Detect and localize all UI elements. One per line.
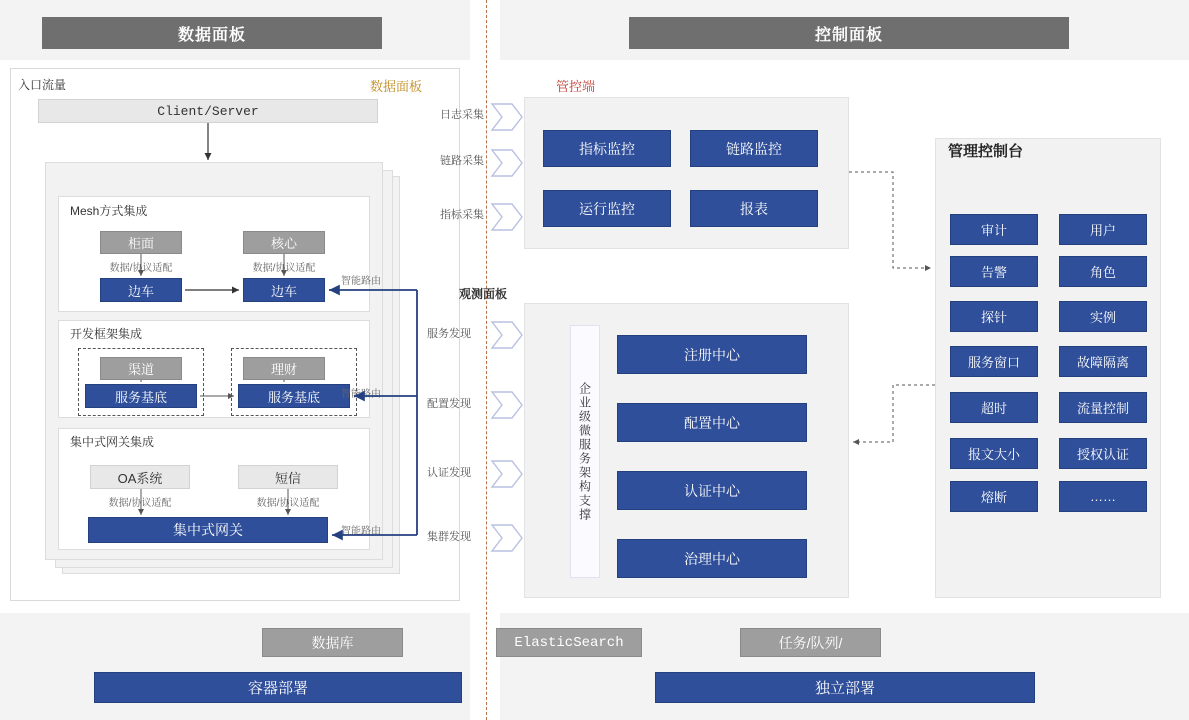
console-item-circuit-breaker[interactable]: 熔断 (950, 481, 1038, 512)
bottom-standalone-deploy-box: 独立部署 (655, 672, 1035, 703)
management-console-title: 管理控制台 (948, 143, 1024, 160)
console-item-authorization[interactable]: 授权认证 (1059, 438, 1147, 469)
discovery-label-config: 配置发现 (427, 398, 471, 410)
bottom-elasticsearch-box: ElasticSearch (496, 628, 642, 657)
mesh-smart-route-label: 智能路由 (341, 276, 381, 287)
manage-side-label: 管控端 (556, 79, 596, 94)
mesh-section-title: Mesh方式集成 (70, 204, 148, 218)
data-panel-header-title: 数据面板 (42, 17, 382, 49)
console-item-instance[interactable]: 实例 (1059, 301, 1147, 332)
framework-smart-route-label: 智能路由 (341, 389, 381, 400)
console-item-timeout[interactable]: 超时 (950, 392, 1038, 423)
mesh-right-adapter-label: 数据/协议适配 (252, 263, 316, 274)
data-panel-corner-label: 数据面板 (370, 79, 423, 94)
bottom-task-queue-box: 任务/队列/ (740, 628, 881, 657)
control-panel-header-title: 控制面板 (629, 17, 1069, 49)
collect-label-log: 日志采集 (440, 109, 484, 121)
mesh-left-sidecar-box: 边车 (100, 278, 182, 302)
bottom-database-box: 数据库 (262, 628, 403, 657)
discovery-label-auth: 认证发现 (427, 467, 471, 479)
gateway-section-title: 集中式网关集成 (70, 435, 155, 449)
gateway-right-adapter-label: 数据/协议适配 (256, 498, 320, 509)
monitor-box-runtime: 运行监控 (543, 190, 671, 227)
collect-label-trace: 链路采集 (440, 155, 484, 167)
console-item-flow-control[interactable]: 流量控制 (1059, 392, 1147, 423)
gateway-left-system-box: OA系统 (90, 465, 190, 489)
framework-left-top-box: 渠道 (100, 357, 182, 380)
center-box-governance: 治理中心 (617, 539, 807, 578)
mesh-right-top-box: 核心 (243, 231, 325, 254)
discovery-label-cluster: 集群发现 (427, 531, 471, 543)
gateway-centralized-box: 集中式网关 (88, 517, 328, 543)
ingress-traffic-label: 入口流量 (18, 78, 67, 92)
framework-right-top-box: 理财 (243, 357, 325, 380)
console-item-probe[interactable]: 探针 (950, 301, 1038, 332)
gateway-left-adapter-label: 数据/协议适配 (108, 498, 172, 509)
collect-label-metric: 指标采集 (440, 209, 484, 221)
console-item-service-window[interactable]: 服务窗口 (950, 346, 1038, 377)
gateway-smart-route-label: 智能路由 (341, 526, 381, 537)
console-item-message-size[interactable]: 报文大小 (950, 438, 1038, 469)
client-server-box: Client/Server (38, 99, 378, 123)
center-box-registry: 注册中心 (617, 335, 807, 374)
framework-right-base-box: 服务基底 (238, 384, 350, 408)
mesh-left-top-box: 柜面 (100, 231, 182, 254)
microservice-vertical-label: 企业级微服务架构支撑 (570, 325, 600, 578)
console-item-audit[interactable]: 审计 (950, 214, 1038, 245)
monitor-box-report: 报表 (690, 190, 818, 227)
gateway-right-system-box: 短信 (238, 465, 338, 489)
bottom-container-deploy-box: 容器部署 (94, 672, 462, 703)
console-item-role[interactable]: 角色 (1059, 256, 1147, 287)
console-item-more[interactable]: …… (1059, 481, 1147, 512)
mesh-right-sidecar-box: 边车 (243, 278, 325, 302)
framework-left-base-box: 服务基底 (85, 384, 197, 408)
observe-panel-label: 观测面板 (459, 287, 508, 301)
center-box-auth: 认证中心 (617, 471, 807, 510)
console-item-fault-isolation[interactable]: 故障隔离 (1059, 346, 1147, 377)
console-item-alarm[interactable]: 告警 (950, 256, 1038, 287)
console-item-user[interactable]: 用户 (1059, 214, 1147, 245)
framework-section-title: 开发框架集成 (70, 327, 143, 341)
panel-divider (486, 0, 487, 720)
center-box-config: 配置中心 (617, 403, 807, 442)
monitor-box-trace: 链路监控 (690, 130, 818, 167)
discovery-label-service: 服务发现 (427, 328, 471, 340)
monitor-box-metric: 指标监控 (543, 130, 671, 167)
mesh-left-adapter-label: 数据/协议适配 (109, 263, 173, 274)
